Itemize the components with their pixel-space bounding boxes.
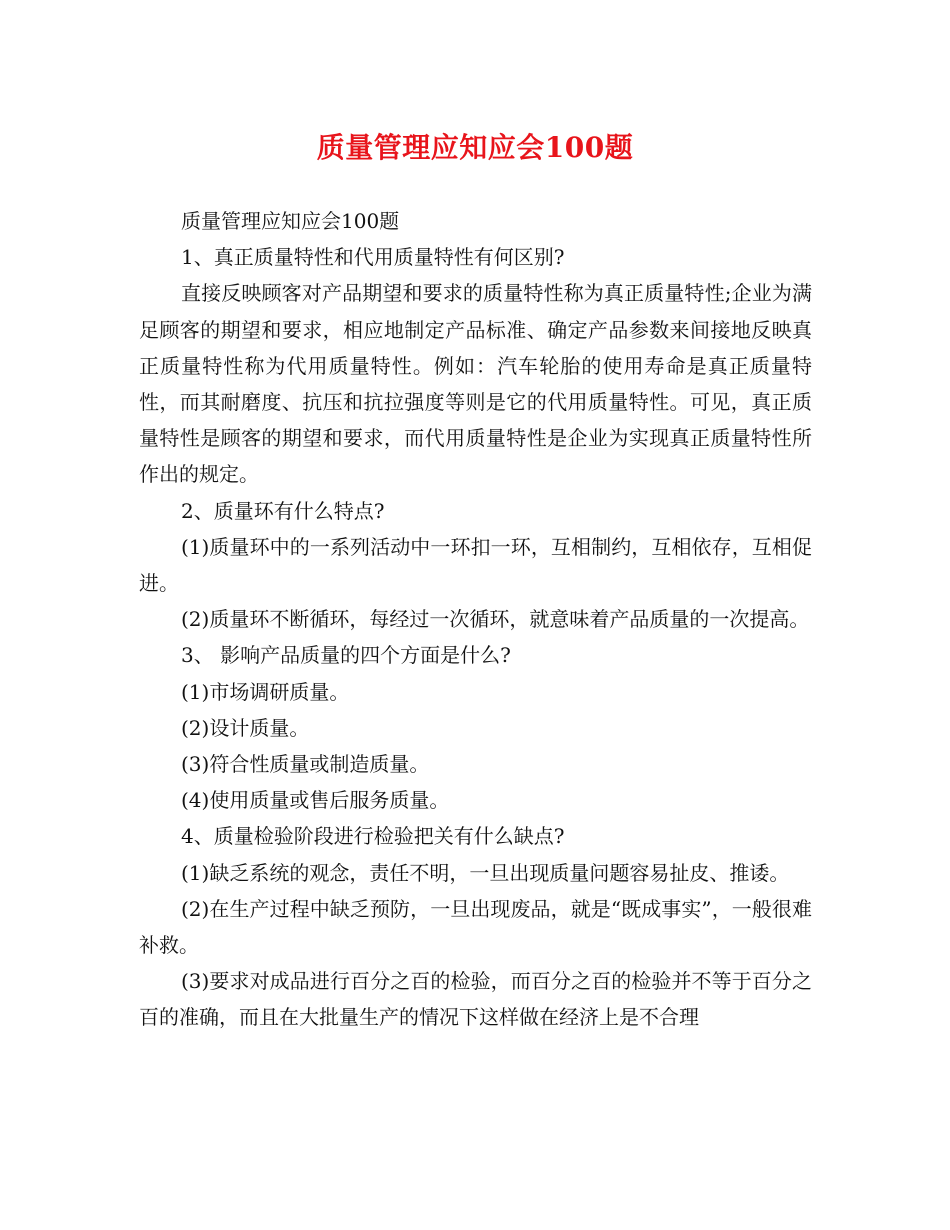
answer-3-item-4: (4)使用质量或售后服务质量。	[181, 788, 450, 813]
answer-3-item-3: (3)符合性质量或制造质量。	[181, 752, 430, 777]
document-title: 质量管理应知应会100题	[316, 131, 634, 164]
question-2: 2、质量环有什么特点?	[181, 498, 385, 523]
question-4: 4、质量检验阶段进行检验把关有什么缺点?	[181, 824, 565, 849]
answer-3-item-1: (1)市场调研质量。	[181, 679, 350, 704]
paragraph-heading-repeat: 质量管理应知应会100题	[181, 209, 400, 233]
answer-2-item-1: (1)质量环中的一系列活动中一环扣一环，互相制约，互相依存，互相促进。	[139, 534, 812, 596]
answer-4-item-2: (2)在生产过程中缺乏预防，一旦出现废品，就是“既成事实”，一般很难补救。	[139, 896, 812, 958]
question-3: 3、 影响产品质量的四个方面是什么?	[181, 643, 511, 668]
answer-4-item-1: (1)缺乏系统的观念，责任不明，一旦出现质量问题容易扯皮、推诿。	[181, 860, 790, 885]
answer-1: 直接反映顾客对产品期望和要求的质量特性称为真正质量特性;企业为满足顾客的期望和要求，相应地制定产品标准、确定产品参数来间接地反映真正质量特性称为代用质量特性。例如：汽车轮胎的使用寿命是真正质量特性，而其耐磨度、抗压和抗拉强度等则是它的代用质量特性。可见，真正质量特性是顾客的期望和要求，而代用质量特性是企业为实现真正质量特性所作出的规定。	[139, 281, 812, 487]
answer-3-item-2: (2)设计质量。	[181, 715, 310, 740]
question-1: 1、真正质量特性和代用质量特性有何区别?	[181, 245, 565, 270]
answer-4-item-3: (3)要求对成品进行百分之百的检验，而百分之百的检验并不等于百分之百的准确，而且在大批量生产的情况下这样做在经济上是不合理	[139, 969, 812, 1030]
document-body	[139, 203, 812, 1036]
answer-2-item-2: (2)质量环不断循环，每经过一次循环，就意味着产品质量的一次提高。	[181, 607, 810, 632]
